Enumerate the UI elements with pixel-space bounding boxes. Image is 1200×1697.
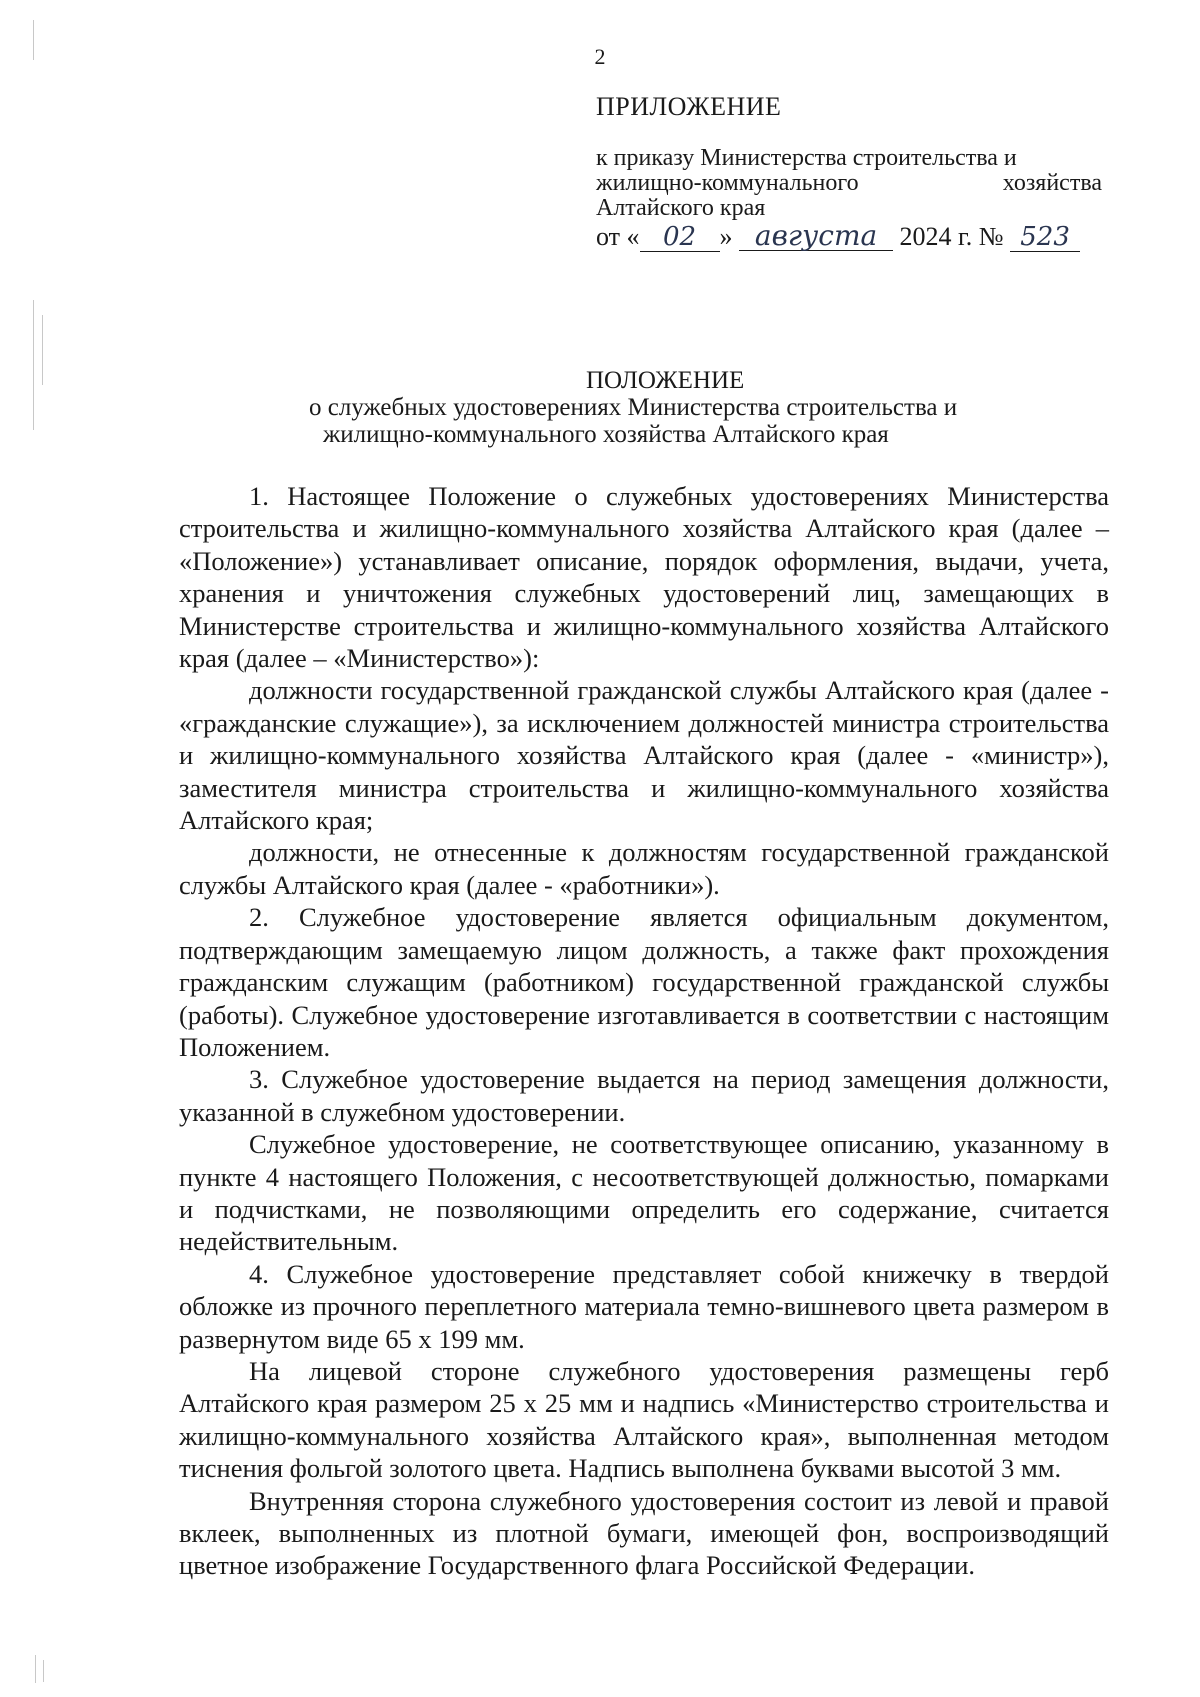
handwritten-day: 02 xyxy=(640,223,720,252)
appendix-title: ПРИЛОЖЕНИЕ xyxy=(596,92,782,121)
paragraph-7: 4. Служебное удостоверение представляет собой книжечку в твердой обложке из прочного переплетного материала темно-вишневого цвета размером в развернутом виде 65 х 199 мм. xyxy=(179,1258,1109,1354)
appendix-reference xyxy=(596,146,1102,221)
handwritten-month: августа xyxy=(739,222,893,251)
scan-mark xyxy=(42,315,43,385)
date-year: 2024 г. № xyxy=(899,222,1004,251)
date-prefix: от « xyxy=(596,222,640,251)
document-subtitle-2: жилищно-коммунального хозяйства Алтайского края xyxy=(323,421,889,448)
handwritten-order-number: 523 xyxy=(1010,223,1080,252)
scan-mark xyxy=(43,1660,44,1682)
paragraph-5: 3. Служебное удостоверение выдается на период замещения должности, указанной в служебном удостоверении. xyxy=(179,1064,1109,1127)
paragraph-9: Внутренняя сторона служебного удостоверения состоит из левой и правой вклеек, выполненных из плотной бумаги, имеющей фон, воспроизводящий цветное изображение Государственного флага Российской Федерации. xyxy=(179,1485,1109,1581)
scan-mark xyxy=(35,1655,36,1683)
appendix-line-3: Алтайского края xyxy=(596,195,766,221)
paragraph-3: должности, не отнесенные к должностям государственной гражданской службы Алтайского края (далее - «работники»). xyxy=(179,837,1109,900)
scan-mark xyxy=(33,300,34,430)
paragraph-1: 1. Настоящее Положение о служебных удостоверениях Министерства строительства и жилищно-коммунального хозяйства Алтайского края (далее – «Положение») устанавливает описание, порядок оформления, выдачи, учета, хранения и уничтожения служебных удостоверений лиц, замещающих в Министерстве строительства и жилищно-коммунального хозяйства Алтайского края (далее – «Министерство»): xyxy=(179,481,1109,674)
order-date-line xyxy=(596,219,1080,252)
paragraph-4: 2. Служебное удостоверение является официальным документом, подтверждающим замещаемую лицом должность, а также факт прохождения гражданским служащим (работником) государственной гражданской службы (работы). Служебное удостоверение изготавливается в соответствии с настоящим Положением. xyxy=(179,902,1109,1062)
paragraph-8: На лицевой стороне служебного удостоверения размещены герб Алтайского края размером 25 х 25 мм и надпись «Министерство строительства и жилищно-коммунального хозяйства Алтайского края», выполненная методом тиснения фольгой золотого цвета. Надпись выполнена буквами высотой 3 мм. xyxy=(179,1355,1109,1484)
date-mid: » xyxy=(719,222,733,251)
document-body xyxy=(179,480,1109,1582)
page-number: 2 xyxy=(594,44,606,69)
paragraph-6: Служебное удостоверение, не соответствующее описанию, указанному в пункте 4 настоящего Положения, с несоответствующей должностью, помарками и подчистками, не позволяющими определить его содержание, считается недействительным. xyxy=(179,1129,1109,1257)
document-subtitle-1: о служебных удостоверениях Министерства строительства и xyxy=(309,394,958,421)
paragraph-2: должности государственной гражданской службы Алтайского края (далее - «гражданские служащие»), за исключением должностей министра строительства и жилищно-коммунального хозяйства Алтайского края (далее - «министр»), заместителя министра строительства и жилищно-коммунального хозяйства Алтайского края; xyxy=(179,675,1109,836)
document-title: ПОЛОЖЕНИЕ xyxy=(586,367,745,394)
appendix-line-1: к приказу Министерства строительства и xyxy=(596,145,1017,171)
appendix-line-2: жилищно-коммунального хозяйства xyxy=(596,170,1102,196)
